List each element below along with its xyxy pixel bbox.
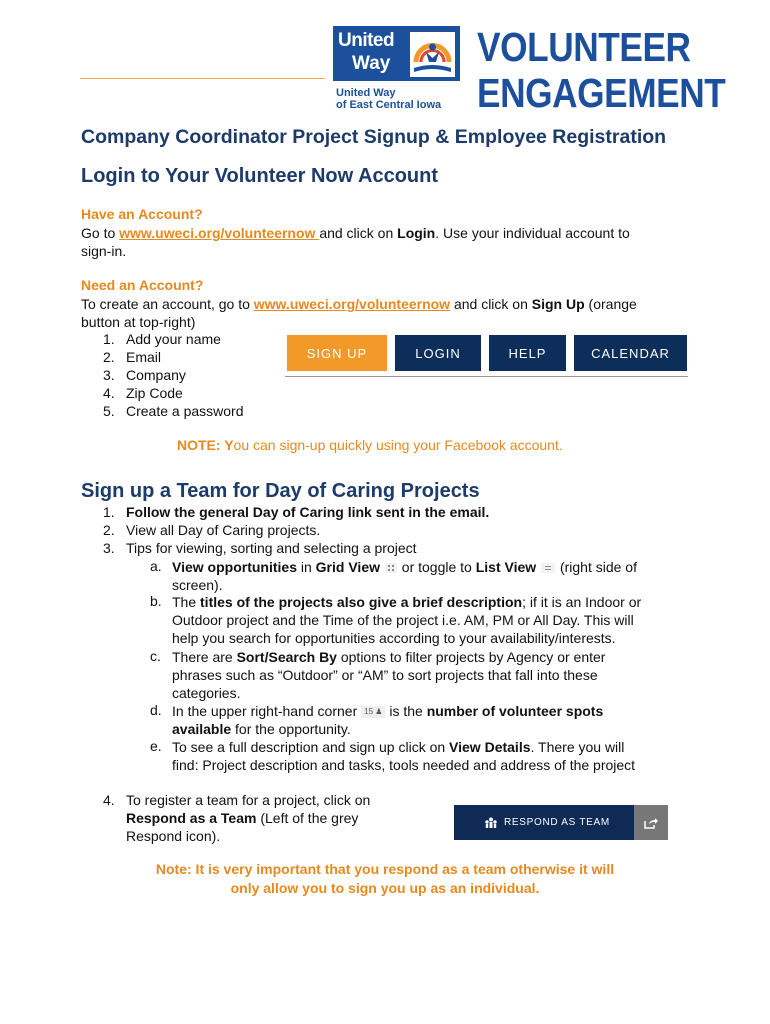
login-heading: Login to Your Volunteer Now Account bbox=[81, 165, 439, 187]
volunteernow-link[interactable]: www.uweci.org/volunteernow bbox=[119, 225, 320, 241]
calendar-button[interactable]: CALENDAR bbox=[574, 335, 687, 371]
tip-e: To see a full description and sign up click on View Details. There you will find: Project description and tasks, tools needed and address of the project bbox=[172, 739, 636, 773]
need-account-heading: Need an Account? bbox=[81, 277, 204, 293]
logo-subtitle: United Way of East Central Iowa bbox=[336, 87, 442, 111]
team-icon bbox=[484, 817, 498, 829]
united-way-hand-icon bbox=[410, 32, 455, 77]
tip-a: View opportunities in Grid View or toggle to List View (right side of screen). bbox=[172, 559, 637, 593]
tip-d: In the upper right-hand corner 15 ♟ is the number of volunteer spots available for the opportunity. bbox=[172, 703, 604, 737]
sign-up-button[interactable]: SIGN UP bbox=[287, 335, 387, 371]
document-title: Company Coordinator Project Signup & Employee Registration bbox=[81, 126, 667, 148]
logo-united-text: United bbox=[338, 30, 395, 51]
grid-view-icon bbox=[384, 562, 398, 574]
step-4-text: To register a team for a project, click on Respond as a Team (Left of the grey Respond icon). bbox=[126, 792, 371, 844]
tip-b: The titles of the projects also give a brief description; if it is an Indoor or Outdoor project and the Time of the project i.e. AM, PM or All Day. This will help you search for opportunities according to your availability/interests. bbox=[172, 594, 642, 646]
login-button[interactable]: LOGIN bbox=[395, 335, 481, 371]
volunteer-engagement-title: VOLUNTEER ENGAGEMENT bbox=[477, 24, 726, 116]
respond-share-button[interactable] bbox=[634, 805, 668, 840]
team-note: Note: It is very important that you respond as a team otherwise it will only allow you to sign you up as an individual. bbox=[155, 861, 615, 896]
team-heading: Sign up a Team for Day of Caring Projects bbox=[81, 480, 480, 502]
list-view-icon bbox=[540, 562, 556, 574]
have-account-text: Go to www.uweci.org/volunteernow and click on Login. Use your individual account to sign-in. bbox=[81, 225, 630, 259]
tip-c: There are Sort/Search By options to filter projects by Agency or enter phrases such as “Outdoor” or “AM” to sort projects that fall into these categories. bbox=[172, 649, 606, 701]
volunteernow-link-2[interactable]: www.uweci.org/volunteernow bbox=[253, 296, 451, 312]
facebook-note: NOTE: You can sign-up quickly using your Facebook account. bbox=[177, 437, 563, 453]
volunteer-spots-badge: 15 ♟ bbox=[361, 706, 385, 718]
help-button[interactable]: HELP bbox=[489, 335, 566, 371]
respond-as-team-button[interactable]: RESPOND AS TEAM bbox=[454, 805, 634, 840]
need-account-text: To create an account, go to www.uweci.org/volunteernow and click on Sign Up (orange button at top-right) bbox=[81, 296, 637, 330]
logo-way-text: Way bbox=[352, 53, 391, 74]
header-rule bbox=[80, 78, 325, 79]
have-account-heading: Have an Account? bbox=[81, 206, 203, 222]
share-icon bbox=[644, 817, 658, 829]
